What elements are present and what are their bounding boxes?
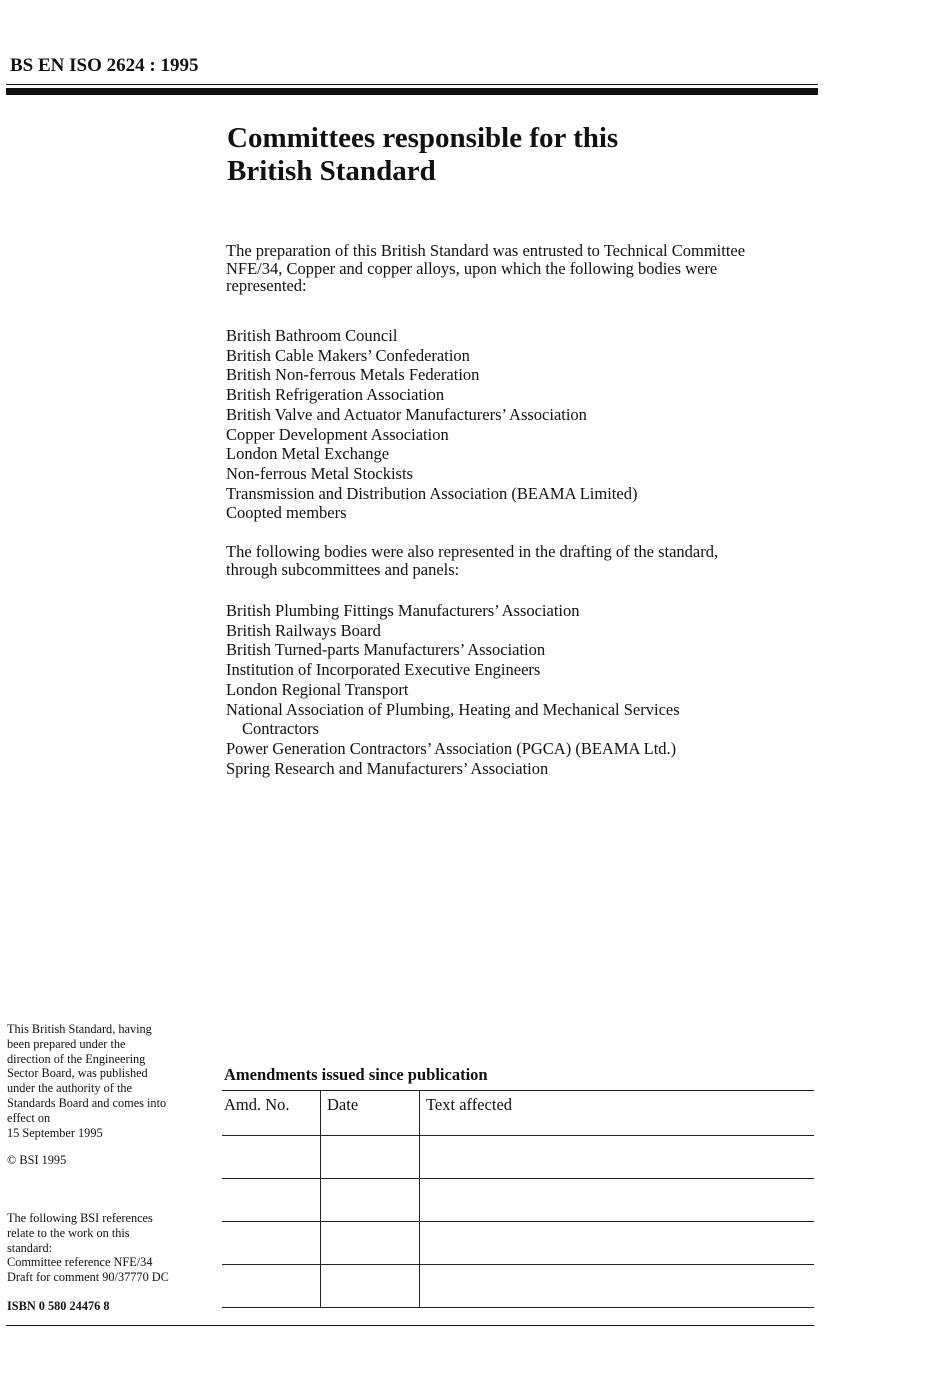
represented-bodies-list — [226, 326, 826, 523]
ref-line: Draft for comment 90/37770 DC — [7, 1270, 169, 1285]
table-cell — [222, 1179, 321, 1222]
pub-line: direction of the Engineering — [7, 1051, 146, 1066]
intro-paragraph — [226, 242, 826, 295]
table-row — [222, 1222, 814, 1265]
also-line-1: The following bodies were also represented in the drafting of the standard, — [226, 542, 719, 561]
table-cell — [222, 1222, 321, 1265]
title-line-2: British Standard — [227, 155, 436, 187]
amendments-table — [222, 1090, 814, 1308]
intro-line-2: NFE/34, Copper and copper alloys, upon which the following bodies were — [226, 258, 718, 278]
list-item: British Cable Makers’ Confederation — [226, 345, 470, 365]
header-rule-thick — [6, 88, 818, 95]
title-line-1: Committees responsible for this — [227, 122, 619, 154]
pub-line: Standards Board and comes into — [7, 1095, 167, 1110]
list-item: Power Generation Contractors’ Association (PGCA) (BEAMA Ltd.) — [226, 738, 677, 758]
list-item: British Valve and Actuator Manufacturers’ Association — [226, 404, 587, 424]
list-item: British Railways Board — [226, 620, 381, 640]
pub-line: effect on — [7, 1110, 51, 1125]
pub-line: Sector Board, was published — [7, 1066, 148, 1081]
column-header-date: Date — [321, 1091, 420, 1136]
publication-note — [7, 1022, 207, 1140]
list-item: British Non-ferrous Metals Federation — [226, 365, 480, 385]
table-cell — [222, 1136, 321, 1179]
header-rule-thin — [6, 84, 818, 85]
list-item: Coopted members — [226, 503, 347, 523]
list-item: London Metal Exchange — [226, 444, 390, 464]
list-item: British Plumbing Fittings Manufacturers’ Association — [226, 601, 580, 620]
also-represented-paragraph — [226, 543, 826, 578]
table-cell — [420, 1136, 815, 1179]
table-header-row — [222, 1091, 814, 1136]
table-cell — [222, 1265, 321, 1308]
column-header-text-affected: Text affected — [420, 1091, 815, 1136]
table-cell — [321, 1265, 420, 1308]
table-row — [222, 1179, 814, 1222]
list-item: Copper Development Association — [226, 424, 449, 444]
list-item: British Bathroom Council — [226, 326, 398, 345]
intro-line-1: The preparation of this British Standard was entrusted to Technical Committee — [226, 241, 746, 260]
table-cell — [321, 1136, 420, 1179]
list-item: Transmission and Distribution Association (BEAMA Limited) — [226, 483, 638, 503]
also-line-2: through subcommittees and panels: — [226, 559, 460, 579]
list-item: London Regional Transport — [226, 679, 409, 699]
intro-line-3: represented: — [226, 276, 307, 295]
list-item-line: National Association of Plumbing, Heating and Mechanical Services — [226, 699, 680, 719]
table-cell — [321, 1179, 420, 1222]
list-item: Spring Research and Manufacturers’ Association — [226, 758, 549, 778]
isbn: ISBN 0 580 24476 8 — [7, 1299, 110, 1313]
pub-line: This British Standard, having — [7, 1022, 152, 1036]
pub-line: under the authority of the — [7, 1081, 132, 1096]
list-item: British Turned-parts Manufacturers’ Association — [226, 640, 546, 660]
table-cell — [321, 1222, 420, 1265]
ref-line: standard: — [7, 1240, 53, 1255]
table-cell — [420, 1265, 815, 1308]
ref-line: Committee reference NFE/34 — [7, 1255, 153, 1270]
table-cell — [420, 1179, 815, 1222]
footer-rule — [6, 1325, 814, 1326]
list-item: British Refrigeration Association — [226, 385, 445, 405]
table-cell — [420, 1222, 815, 1265]
ref-line: The following BSI references — [7, 1211, 153, 1225]
list-item — [226, 700, 826, 739]
table-row — [222, 1265, 814, 1308]
ref-line: relate to the work on this — [7, 1225, 130, 1240]
bsi-references — [7, 1211, 207, 1285]
copyright-notice: © BSI 1995 — [7, 1153, 67, 1167]
list-item-continuation: Contractors — [242, 719, 319, 739]
pub-line: 15 September 1995 — [7, 1125, 103, 1140]
list-item: Non-ferrous Metal Stockists — [226, 463, 413, 483]
page-title — [227, 122, 787, 188]
table-row — [222, 1136, 814, 1179]
doc-code: BS EN ISO 2624 : 1995 — [10, 55, 199, 76]
amendments-heading: Amendments issued since publication — [224, 1065, 488, 1084]
pub-line: been prepared under the — [7, 1036, 126, 1051]
list-item: Institution of Incorporated Executive Engineers — [226, 660, 541, 680]
subcommittee-bodies-list — [226, 601, 826, 778]
column-header-amd-no: Amd. No. — [222, 1091, 321, 1136]
